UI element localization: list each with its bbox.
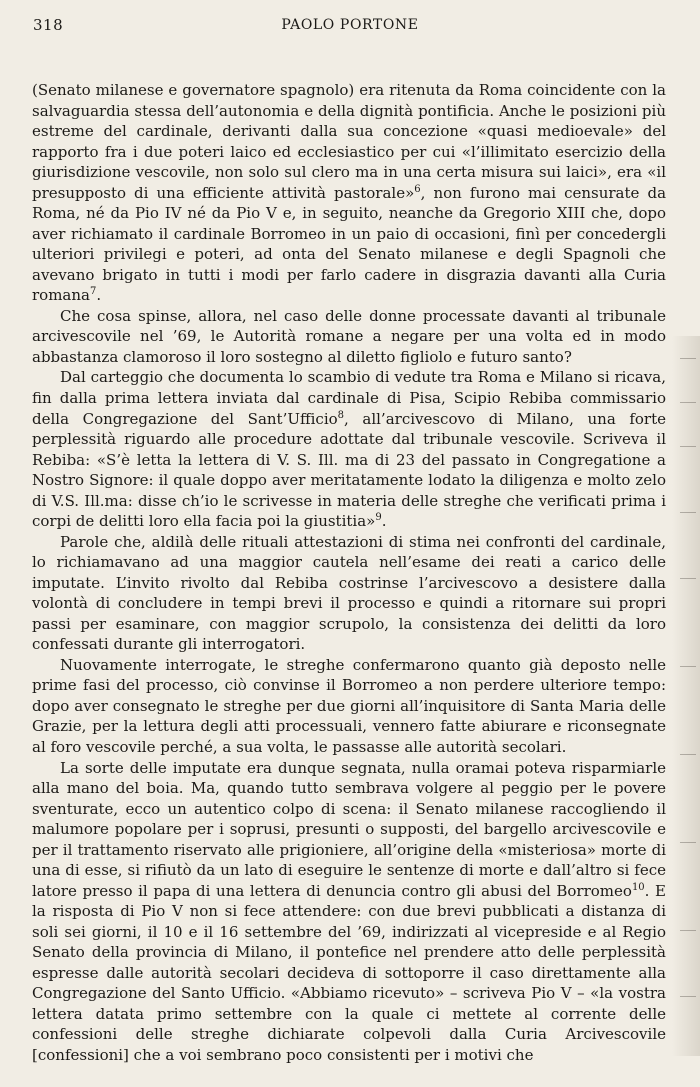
footnote-marker: 6	[414, 183, 421, 195]
text-segment: .	[381, 512, 387, 531]
running-head: PAOLO PORTONE	[281, 17, 419, 33]
paragraph	[32, 655, 666, 758]
paragraph	[32, 80, 666, 306]
footnote-marker: 9	[375, 512, 382, 524]
paragraph	[32, 367, 666, 531]
text-segment: .	[96, 286, 102, 305]
paragraph	[32, 758, 666, 1066]
text-segment: La sorte delle imputate era dunque segnata, nulla oramai poteva risparmiarle alla mano del boia. Ma, quando tutto sembrava volgere al peggio per le povere sventurate, ecco un autentico colpo di scena: il Senato milanese raccogliendo il malumore popolare per i soprusi, presunti o supposti, del bargello arcivescovile e per il trattamento riservato alle prigioniere, all’origine della «misteriosa» morte di una di esse, si rifiutò da un lato di eseguire le sentenze di morte e dall’altro si fece latore presso il papa di una lettera di denuncia contro gli abusi del Borromeo	[32, 758, 666, 900]
footnote-marker: 10	[631, 881, 645, 893]
footnote-marker: 8	[337, 409, 345, 421]
text-segment: . E la risposta di Pio V non si fece attendere: con due brevi pubblicati a distanza di soli sei giorni, il 10 e il 16 settembre del ’69, indirizzati al vicepreside e al Regio Senato della provincia di Milano, il pontefice nel prendere atto delle perplessità espresse dalle autorità secolari decideva di sottoporre il caso direttamente alla Congregazione del Santo Ufficio. «Abbiamo ricevuto» – scriveva Pio V – «la vostra lettera datata primo settembre con la quale ci mettete al corrente delle confessioni delle streghe dichiarate colpevoli dalla Curia Arcivescovile [confessioni] che a voi sembrano poco consistenti per i motivi che	[32, 881, 666, 1064]
footnote-marker: 7	[89, 286, 97, 298]
text-segment: Parole che, aldilà delle rituali attestazioni di stima nei confronti del cardinale, lo richiamavano ad una maggior cautela nell’esame dei reati a carico delle imputate. L’invito rivolto dal Rebiba costrinse l’arcivescovo a desistere dalla volontà di concludere in tempi brevi il processo e quindi a ritornare sui propri passi per esaminare, con maggior scrupolo, la consistenza dei delitti da loro confessati durante gli interrogatori.	[32, 532, 666, 654]
facing-page-bleed	[672, 336, 700, 1056]
text-segment: Dal carteggio che documenta lo scambio di vedute tra Roma e Milano si ricava, fin dalla prima lettera inviata dal cardinale di Pisa, Scipio Rebiba commissario della Congregazione del Sant’Ufficio	[32, 368, 666, 428]
text-segment: , all’arcivescovo di Milano, una forte perplessità riguardo alle procedure adottate dal tribunale vescovile. Scriveva il Rebiba: «S’è letta la lettera di V. S. Ill. ma di 23 del passato in Congregatione a Nostro Signore: il quale doppo aver meritatamente lodato la diligenza e molto zelo di V.S. Ill.ma: disse ch’io le scrivesse in materia delle streghe che verificati prima i corpi de delitti loro ella facia poi la giustitia»	[32, 409, 666, 531]
paragraph	[32, 532, 666, 655]
page-header	[0, 14, 700, 38]
text-segment: Nuovamente interrogate, le streghe confermarono quanto già deposto nelle prime fasi del processo, ciò convinse il Borromeo a non perdere ulteriore tempo: dopo aver consegnato le streghe per due giorni all’inquisitore di Santa Maria delle Grazie, per la lettura degli atti processuali, vennero fatte abiurare e riconsegnate al foro vescovile perché, a sua volta, le passasse alle autorità secolari.	[32, 655, 666, 756]
text-segment: Che cosa spinse, allora, nel caso delle donne processate davanti al tribunale arcivescovile nel ’69, le Autorità romane a negare per una volta ed in modo abbastanza clamoroso il loro sostegno al diletto figliolo e futuro santo?	[32, 306, 666, 366]
page-number: 318	[33, 16, 64, 34]
text-segment: , non furono mai censurate da Roma, né da Pio IV né da Pio V e, in seguito, neanche da Gregorio XIII che, dopo aver richiamato il cardinale Borromeo in un paio di occasioni, finì per concedergli ulteriori privilegi e poteri, ad onta del Senato milanese e degli Spagnoli che avevano brigato in tutti i modi per farlo cadere in disgrazia davanti alla Curia romana	[32, 183, 667, 305]
body-text	[32, 80, 666, 1066]
paragraph	[32, 306, 666, 368]
text-segment: (Senato milanese e governatore spagnolo) era ritenuta da Roma coincidente con la salvaguardia stessa dell’autonomia e della dignità pontificia. Anche le posizioni più estreme del cardinale, derivanti dalla sua concezione «quasi medioevale» del rapporto fra i due poteri laico ed ecclesiastico per cui «l’illimitato esercizio della giurisdizione vescovile, non solo sul clero ma in una certa misura sui laici», era «il presupposto di una efficiente attività pastorale»	[32, 81, 666, 202]
